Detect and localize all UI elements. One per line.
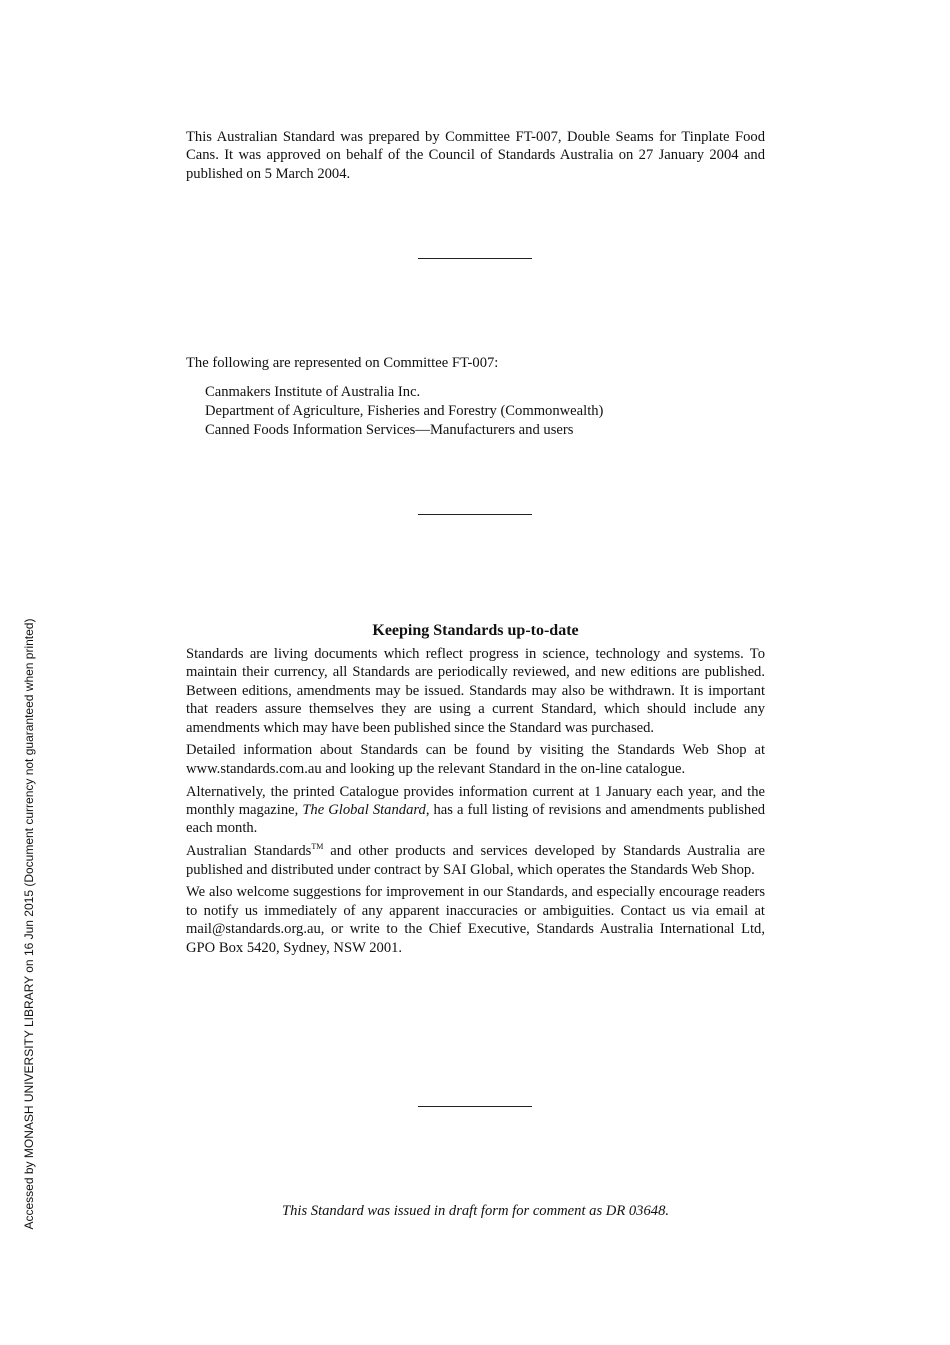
sai-text-start: Australian Standards	[186, 843, 312, 860]
catalogue-text-start: Alternatively, the printed Catalogue provides information current at 1 January each year, and the monthly magazine,	[186, 783, 765, 819]
paragraph-sai-global	[186, 842, 765, 879]
draft-note: This Standard was issued in draft form for comment as DR 03648.	[281, 1203, 670, 1219]
section-divider	[418, 514, 532, 515]
committee-intro: The following are represented on Committee FT-007:	[186, 355, 499, 371]
keeping-standards-heading: Keeping Standards up-to-date	[372, 622, 579, 639]
trademark-mark: TM	[311, 842, 324, 852]
access-watermark-text: Accessed by MONASH UNIVERSITY LIBRARY on 16 Jun 2015 (Document currency not guaranteed when printed)	[22, 618, 36, 1230]
committee-member: Department of Agriculture, Fisheries and Forestry (Commonwealth)	[205, 403, 604, 420]
preparation-statement: This Australian Standard was prepared by Committee FT-007, Double Seams for Tinplate Food Cans. It was approved on behalf of the Council of Standards Australia on 27 January 2004 and published on 5 March 2004.	[186, 129, 765, 182]
paragraph-suggestions: We also welcome suggestions for improvement in our Standards, and especially encourage readers to notify us immediately of any apparent inaccuracies or ambiguities. Contact us via email at mail@standards.org.au, or write to the Chief Executive, Standards Australia International Ltd, GPO Box 5420, Sydney, NSW 2001.	[186, 884, 765, 956]
committee-member: Canned Foods Information Services—Manufacturers and users	[205, 422, 574, 439]
paragraph-living-documents: Standards are living documents which reflect progress in science, technology and systems. To maintain their currency, all Standards are periodically reviewed, and new editions are published. Between editions, amendments may be issued. Standards may also be withdrawn. It is important that readers assure themselves they are using a current Standard, which should include any amendments which may have been published since the Standard was purchased.	[186, 646, 765, 736]
magazine-title: The Global Standard	[302, 802, 426, 819]
section-divider	[418, 258, 532, 259]
committee-member-list	[205, 383, 765, 441]
committee-member: Canmakers Institute of Australia Inc.	[205, 384, 421, 400]
paragraph-catalogue	[186, 783, 765, 838]
sai-text-end: and other products and services developed by Standards Australia are published and distributed under contract by SAI Global, which operates the Standards Web Shop.	[186, 843, 766, 878]
paragraph-web-shop: Detailed information about Standards can be found by visiting the Standards Web Shop at www.standards.com.au and looking up the relevant Standard in the on-line catalogue.	[186, 742, 765, 777]
section-divider	[418, 1106, 532, 1107]
keeping-standards-body	[186, 645, 765, 961]
catalogue-text-end: , has a full listing of revisions and amendments published each month.	[186, 802, 765, 837]
